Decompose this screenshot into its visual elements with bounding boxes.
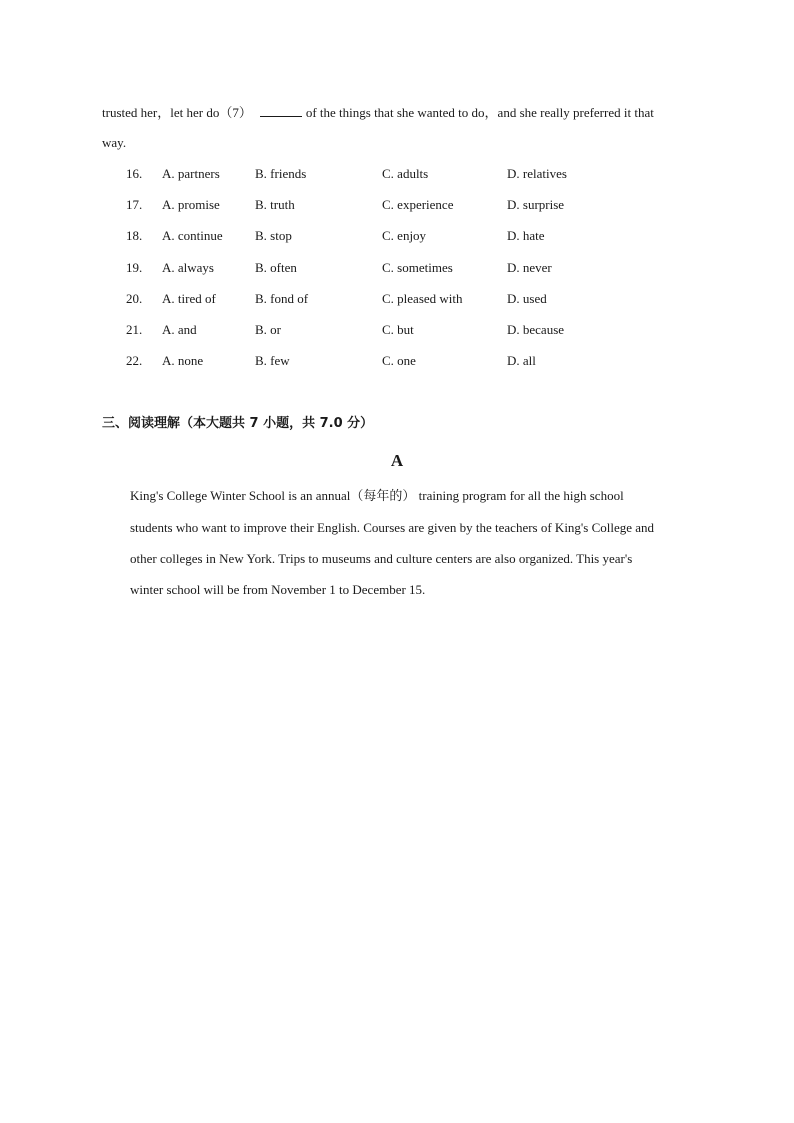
question-row-19 bbox=[0, 260, 794, 276]
option-c: C. experience bbox=[382, 197, 454, 212]
question-row-20 bbox=[0, 291, 794, 307]
question-number: 18. bbox=[126, 228, 143, 243]
option-a: A. promise bbox=[162, 197, 220, 212]
option-c: C. one bbox=[382, 353, 416, 368]
question-number: 17. bbox=[126, 197, 143, 212]
option-a: A. always bbox=[162, 260, 214, 275]
passage-line-4: winter school will be from November 1 to December 15. bbox=[130, 582, 426, 597]
option-a: A. and bbox=[162, 322, 197, 337]
option-b: B. stop bbox=[255, 228, 292, 243]
option-a: A. partners bbox=[162, 166, 220, 181]
question-number: 16. bbox=[126, 166, 143, 181]
question-row-22 bbox=[0, 353, 794, 369]
option-c: C. pleased with bbox=[382, 291, 463, 306]
option-a: A. tired of bbox=[162, 291, 216, 306]
question-row-21 bbox=[0, 322, 794, 338]
question-row-17 bbox=[0, 197, 794, 213]
option-a: A. none bbox=[162, 353, 204, 368]
option-d: D. relatives bbox=[507, 166, 567, 181]
option-d: D. used bbox=[507, 291, 547, 306]
option-d: D. because bbox=[507, 322, 565, 337]
option-c: C. sometimes bbox=[382, 260, 453, 275]
cloze-line-2: way. bbox=[102, 135, 127, 150]
question-number: 19. bbox=[126, 260, 143, 275]
option-b: B. often bbox=[255, 260, 297, 275]
cloze-text-after-blank: of the things that she wanted to do，and she really preferred it that bbox=[305, 105, 654, 120]
option-b: B. fond of bbox=[255, 291, 309, 306]
option-c: C. enjoy bbox=[382, 228, 427, 243]
question-number: 22. bbox=[126, 353, 143, 368]
cloze-text-before-blank: trusted her，let her do（7） bbox=[102, 105, 252, 120]
passage-line-3: other colleges in New York. Trips to museums and culture centers are also organized. This year's bbox=[130, 551, 633, 566]
option-d: D. all bbox=[507, 353, 536, 368]
question-number: 21. bbox=[126, 322, 143, 337]
option-b: B. truth bbox=[255, 197, 295, 212]
option-b: B. or bbox=[255, 322, 281, 337]
option-b: B. friends bbox=[255, 166, 307, 181]
question-row-16 bbox=[0, 166, 794, 182]
option-c: C. adults bbox=[382, 166, 429, 181]
option-a: A. continue bbox=[162, 228, 223, 243]
question-row-18 bbox=[0, 228, 794, 244]
cloze-blank-7 bbox=[260, 104, 302, 117]
option-d: D. never bbox=[507, 260, 552, 275]
question-number: 20. bbox=[126, 291, 143, 306]
section-title: 三、阅读理解（本大题共 7 小题，共 7.0 分） bbox=[102, 416, 374, 431]
option-d: D. hate bbox=[507, 228, 545, 243]
option-c: C. but bbox=[382, 322, 414, 337]
option-b: B. few bbox=[255, 353, 290, 368]
option-d: D. surprise bbox=[507, 197, 565, 212]
passage-heading: A bbox=[390, 451, 404, 470]
passage-line-2: students who want to improve their English. Courses are given by the teachers of King's College and bbox=[130, 520, 655, 535]
passage-line-1: King's College Winter School is an annual（每年的） training program for all the high school bbox=[130, 488, 624, 503]
cloze-line-1 bbox=[102, 104, 654, 121]
